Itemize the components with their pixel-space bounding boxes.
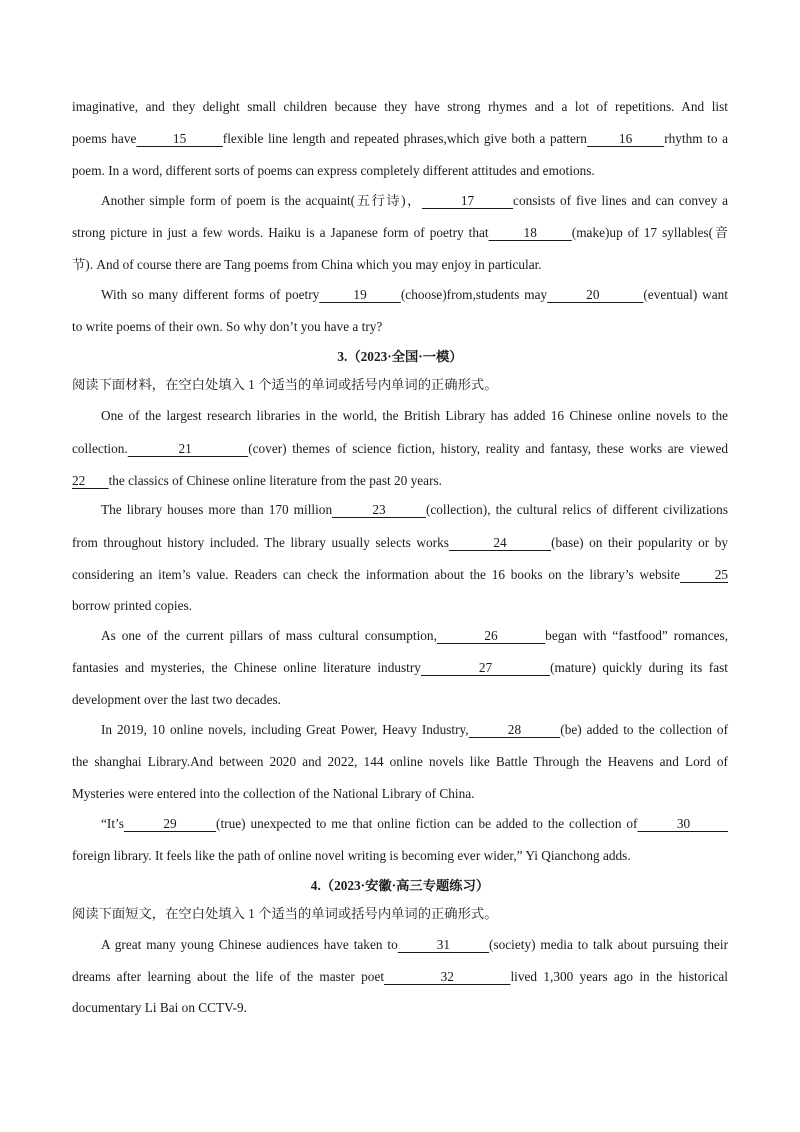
answer-blank: 15 [136,131,223,146]
text-line: In 2019, 10 online novels, including Great Power, Heavy Industry, 28 (be) added to the collection of [101,722,729,737]
text-line: Another simple form of poem is the acquaint(五行诗)， 17 consists of five lines and can convey a [101,193,729,208]
answer-blank: 22 [72,473,109,488]
answer-blank: 21 [127,441,249,456]
text-line: development over the last two decades. [72,692,281,707]
text-line: borrow printed copies. [72,598,193,613]
text-line: collection. 21 (cover) themes of science fiction, history, reality and fantasy, these works are viewed [72,441,728,456]
answer-blank: 32 [384,969,511,984]
section-heading: 3.（2023·全国·一模） [337,349,463,364]
answer-blank: 18 [488,225,572,240]
text-line: imaginative, and they delight small children because they have strong rhymes and a lot of repetitions. And list [72,99,728,114]
text-line: As one of the current pillars of mass cultural consumption, 26 began with “fastfood” romances, [101,628,729,643]
instruction-text: 阅读下面材料，在空白处填入 1 个适当的单词或括号内单词的正确形式。 [72,377,498,392]
text-line: considering an item’s value. Readers can check the information about the 16 books on the library’s website 25 [72,567,728,582]
answer-blank: 23 [332,502,426,517]
answer-blank: 30 [637,816,729,831]
answer-blank: 17 [421,193,514,208]
answer-blank: 28 [468,722,561,737]
text-line: “It’s 29 (true) unexpected to me that online fiction can be added to the collection of 30 [101,816,729,831]
answer-blank: 29 [123,816,217,831]
answer-blank: 26 [436,628,546,643]
text-line: from throughout history included. The library usually selects works 24 (base) on their popularity or by [72,535,729,550]
answer-blank: 31 [397,937,490,952]
text-line: 节). And of course there are Tang poems from China which you may enjoy in particular. [72,257,542,272]
text-line: poem. In a word, different sorts of poems can express completely different attitudes and emotions. [72,163,595,178]
text-line: fantasies and mysteries, the Chinese online literature industry 27 (mature) quickly during its fast [72,660,728,675]
text-line: With so many different forms of poetry 19 (choose)from,students may 20 (eventual) want [101,287,728,302]
instruction-text: 阅读下面短文，在空白处填入 1 个适当的单词或括号内单词的正确形式。 [72,906,498,921]
text-line: Mysteries were entered into the collection of the National Library of China. [72,786,475,801]
answer-blank: 24 [448,535,552,550]
answer-blank: 20 [547,287,644,302]
answer-blank: 27 [420,660,551,675]
text-line: A great many young Chinese audiences have taken to 31 (society) media to talk about pursuing their [101,937,728,952]
text-line: documentary Li Bai on CCTV-9. [72,1000,247,1015]
answer-blank: 19 [319,287,401,302]
text-line: poems have 15 flexible line length and repeated phrases,which give both a pattern 16 rhythm to a [72,131,728,146]
text-line: strong picture in just a few words. Haiku is a Japanese form of poetry that 18 (make)up of 17 syllables(音 [72,225,728,240]
text-line: One of the largest research libraries in the world, the British Library has added 16 Chinese online novels to the [101,408,728,423]
text-line: 22 the classics of Chinese online literature from the past 20 years. [72,473,443,488]
text-line: The library houses more than 170 million 23 (collection), the cultural relics of different civilizations [101,502,728,517]
text-line: dreams after learning about the life of the master poet 32 lived 1,300 years ago in the historical [72,969,728,984]
answer-blank: 25 [680,567,728,582]
text-line: to write poems of their own. So why don’t you have a try? [72,319,383,334]
text-line: the shanghai Library.And between 2020 and 2022, 144 online novels like Battle Through the Heavens and Lord of [72,754,728,769]
text-line: foreign library. It feels like the path of online novel writing is becoming ever wider,” Yi Qianchong adds. [72,848,631,863]
answer-blank: 16 [586,131,665,146]
section-heading: 4.（2023·安徽·高三专题练习） [310,878,490,893]
